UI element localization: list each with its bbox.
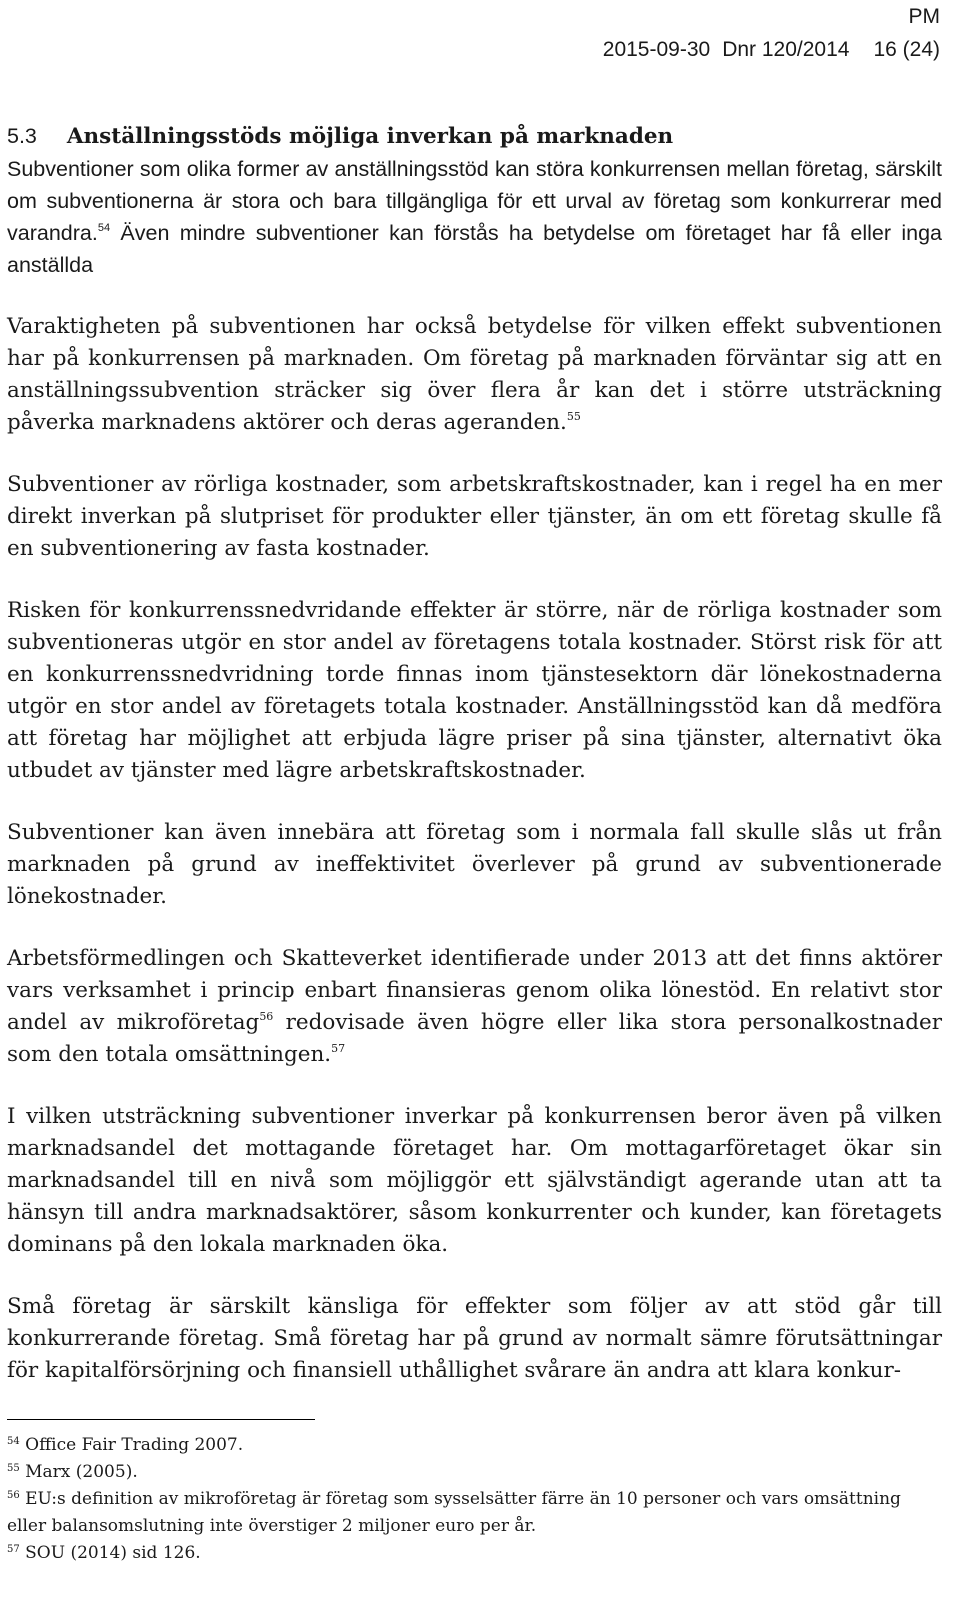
paragraph-8: Små företag är särskilt känsliga för effekter som följer av att stöd går till konkurrerande företag. Små företag har på grund av normalt sämre förutsättningar för kapitalförsörjning och finansiell uthållighet svårare än andra att klara konkur- [7,1294,942,1383]
paragraph-6-text: Arbetsförmedlingen och Skatteverket identifierade under 2013 att det finns aktörer vars verksamhet i princip enbart finansieras genom olika lönestöd. En relativt stor andel av mikroföretag [7,946,942,1035]
paragraph-4: Risken för konkurrenssnedvridande effekter är större, när de rörliga kostnader som subventioneras utgör en stor andel av företagens totala kostnader. Störst risk för att en konkurrenssnedvridning torde finnas inom tjänstesektorn där lönekostnaderna utgör en stor andel av företagets totala kostnader. Anställningsstöd kan då medföra att företag har möjlighet att erbjuda lägre priser på sina tjänster, alternativt öka utbudet av tjänster med lägre arbetskraftskostnader. [7,598,942,783]
footnote-55 [7,1459,942,1486]
footnote-56 [7,1486,942,1540]
footnote-text: EU:s definition av mikroföretag är företag som sysselsätter färre än 10 personer och vars omsättning eller balansomslutning inte överstiger 2 miljoner euro per år. [7,1489,901,1536]
header-page-number: 16 (24) [873,38,940,61]
paragraph-5: Subventioner kan även innebära att företag som i normala fall skulle slås ut från marknaden på grund av ineffektivitet överlever på grund av subventionerade lönekostnader. [7,820,942,909]
section-heading [7,120,942,153]
paragraph-1 [7,153,942,281]
footnotes [7,1432,942,1567]
paragraph-1-text: Subventioner som olika former av anställningsstöd kan störa konkurrensen mellan företag, särskilt om subventionerna är stora och bara tillgängliga för ett urval av företag som konkurrerar med varandra. [7,157,942,245]
paragraph-6-text-continued: redovisade även högre eller lika stora personalkostnader som den totala omsättningen. [7,1010,942,1067]
footnote-number: 57 [7,1544,20,1555]
footnote-text: Marx (2005). [19,1462,138,1482]
paragraph-3: Subventioner av rörliga kostnader, som arbetskraftskostnader, kan i regel ha en mer direkt inverkan på slutpriset för produkter eller tjänster, än om ett företag skulle få en subventionering av fasta kostnader. [7,472,942,561]
header-label: PM [908,5,940,28]
footnote-ref-56[interactable]: 56 [259,1010,274,1023]
document-body [7,120,942,1417]
footnote-text: SOU (2014) sid 126. [19,1543,201,1563]
footnote-divider [7,1419,315,1420]
footnote-number: 55 [7,1463,20,1474]
footnote-ref-57[interactable]: 57 [331,1042,346,1055]
footnote-ref-54[interactable]: 54 [97,222,111,234]
footnote-number: 56 [7,1490,20,1501]
paragraph-2 [7,311,942,439]
paragraph-1-text-continued: Även mindre subventioner kan förstås ha betydelse om företaget har få eller inga anställda [7,221,942,277]
header-date: 2015-09-30 [602,38,711,61]
paragraph-7: I vilken utsträckning subventioner inverkar på konkurrensen beror även på vilken marknadsandel det mottagande företaget har. Om mottagarföretaget ökar sin marknadsandel till en nivå som möjliggör ett självständigt agerande utan att ta hänsyn till andra marknadsaktörer, såsom konkurrenter och kunder, kan företagets dominans på den lokala marknaden öka. [7,1104,942,1257]
paragraph-2-text: Varaktigheten på subventionen har också betydelse för vilken effekt subventionen har på konkurrensen på marknaden. Om företag på marknaden förväntar sig att en anställningssubvention sträcker sig över flera år kan det i större utsträckning påverka marknadens aktörer och deras ageranden. [7,314,942,435]
header-meta [603,33,940,66]
footnote-number: 54 [7,1436,20,1447]
header-dnr: Dnr 120/2014 [722,38,850,61]
section-number: 5.3 [7,124,37,148]
page-header [603,0,940,66]
section-title: Anställningsstöds möjliga inverkan på marknaden [66,124,674,149]
footnote-text: Office Fair Trading 2007. [19,1435,244,1455]
footnote-ref-55[interactable]: 55 [566,410,581,423]
footnote-57 [7,1540,942,1567]
footnote-54 [7,1432,942,1459]
paragraph-6 [7,943,942,1071]
